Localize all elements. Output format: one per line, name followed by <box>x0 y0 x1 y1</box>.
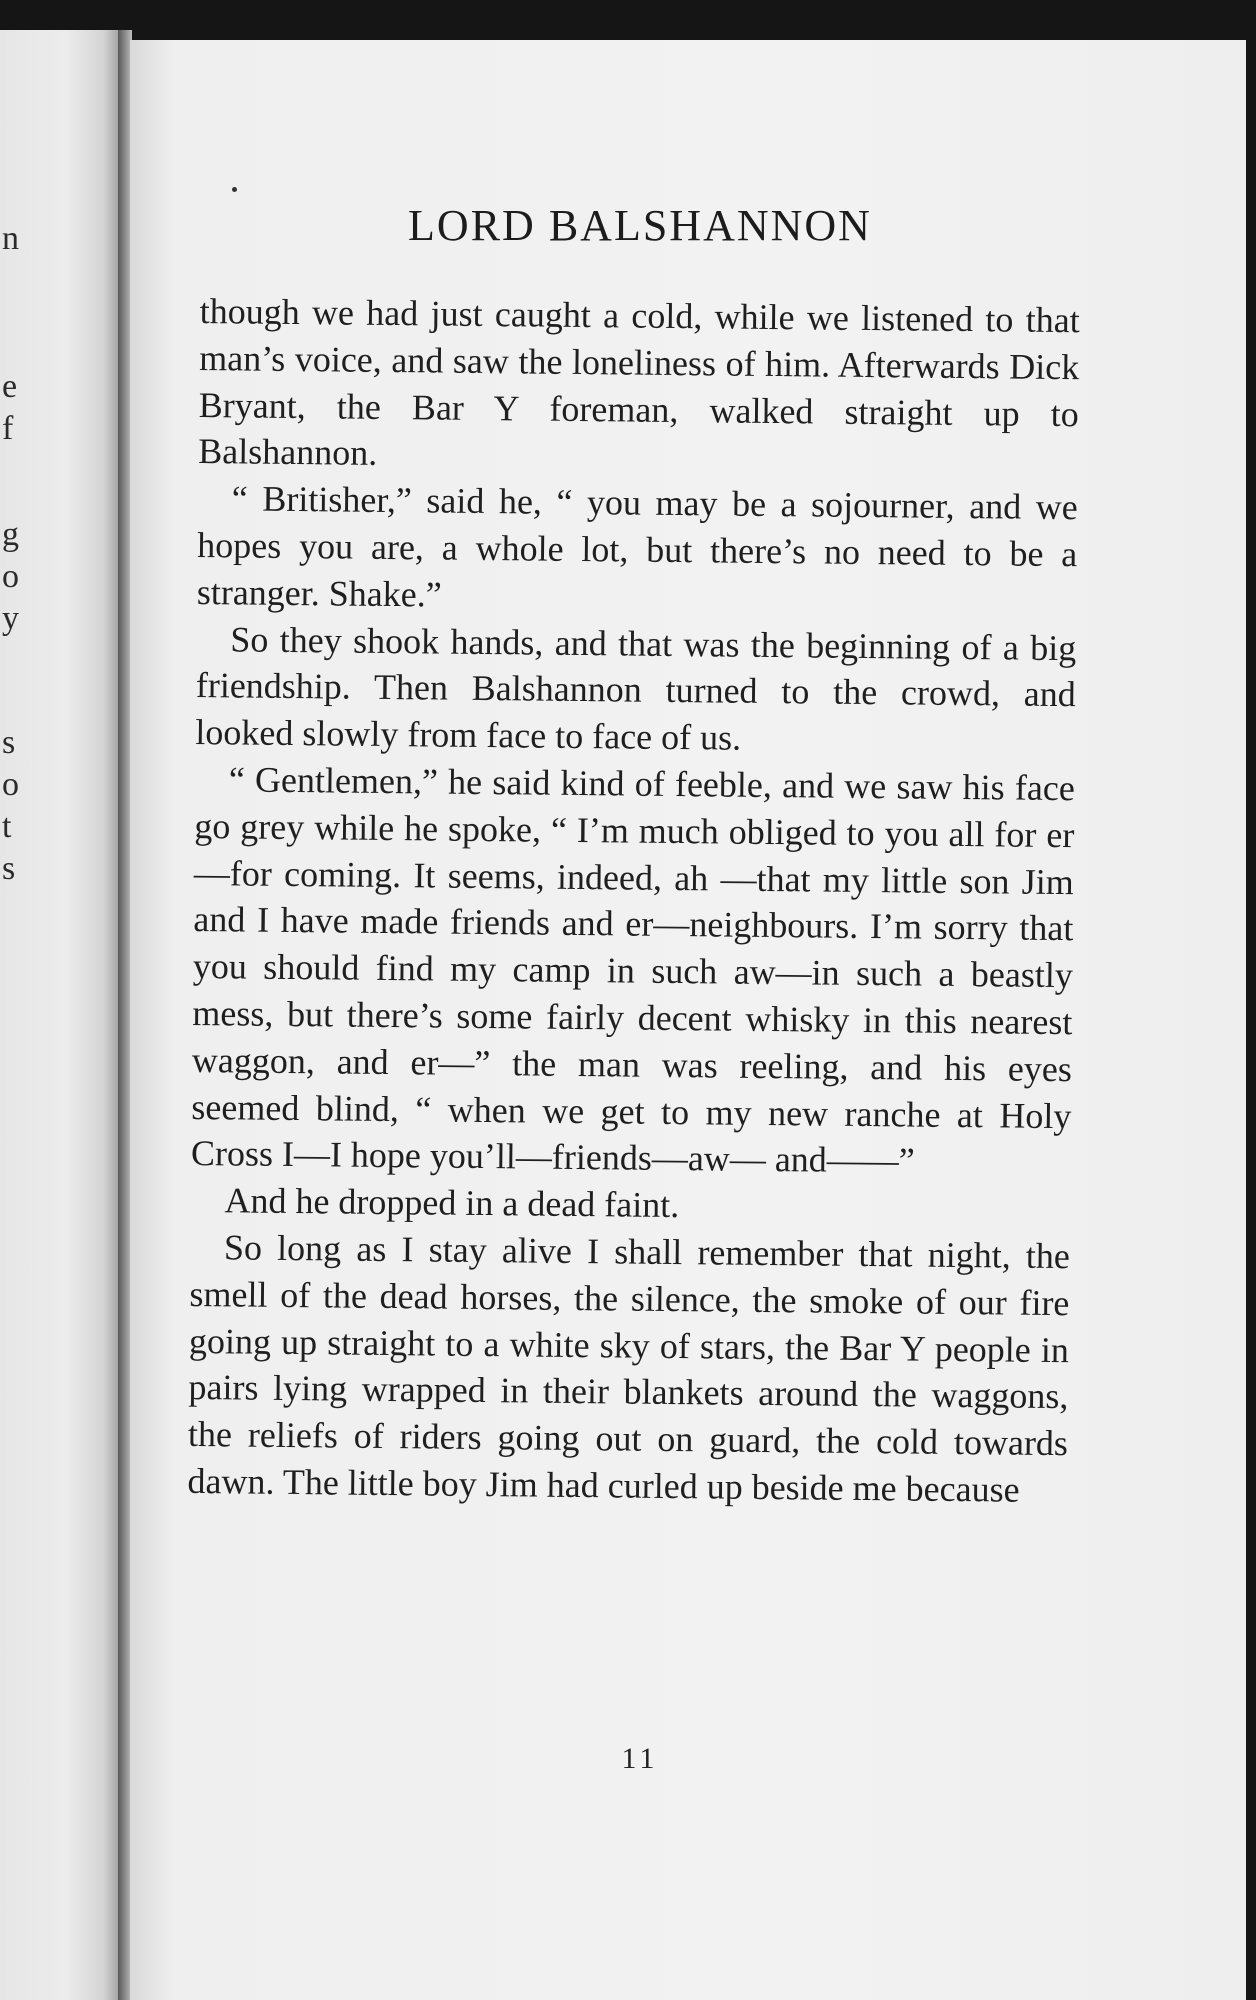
facing-page-fragment: s <box>2 850 16 887</box>
print-speck <box>232 187 237 192</box>
page-number: 11 <box>621 1742 659 1775</box>
facing-page-fragment: o <box>2 558 19 595</box>
paragraph: So they shook hands, and that was the beginning of a big friendship. Then Balshannon turned to the crowd, and looked slowly from face to face of us. <box>195 618 1077 758</box>
facing-page-fragment: e <box>2 368 18 405</box>
running-head: LORD BALSHANNON <box>408 201 872 250</box>
facing-page-fragment: o <box>2 766 19 803</box>
paragraph: “ Britisher,” said he, “ you may be a sojourner, and we hopes you are, a whole lot, but there’s no need to be a stranger. Shake.” <box>196 478 1078 615</box>
facing-page <box>0 30 122 2000</box>
facing-page-fragment: n <box>2 220 19 257</box>
facing-page-fragment: t <box>2 808 12 845</box>
body-text <box>187 288 1080 1514</box>
facing-page-fragment: y <box>2 600 19 637</box>
paragraph: And he dropped in a dead faint. <box>224 1180 680 1226</box>
facing-page-fragment: f <box>2 410 14 447</box>
facing-page-fragment: g <box>2 516 19 553</box>
facing-page-fragment: s <box>2 724 16 761</box>
book-page <box>130 40 1246 2000</box>
paragraph: “ Gentlemen,” he said kind of feeble, and we saw his face go grey while he spoke, “ I’m much obliged to you all for er—for coming. It seems, indeed, ah —that my little son Jim and I have made friends and er—neighbours. I’m sorry that you should find my camp in such aw—in such a beastly mess, but there’s some fairly decent whisky in this nearest waggon, and er—” the man was reeling, and his eyes seemed blind, “ when we get to my new ranche at Holy Cross I—I hope you’ll—friends—aw— and——” <box>190 759 1076 1181</box>
paragraph: though we had just caught a cold, while we listened to that man’s voice, and saw the loneliness of him. Afterwards Dick Bryant, the Bar Y foreman, walked straight up to Balshannon. <box>198 290 1080 474</box>
paragraph: So long as I stay alive I shall remember that night, the smell of the dead horses, the silence, the smoke of our fire going up straight to a white sky of stars, the Bar Y people in pairs lying wrapped in their blankets around the waggons, the reliefs of riders going out on guard, the cold towards dawn. The little boy Jim had curled up beside me because <box>187 1227 1071 1510</box>
